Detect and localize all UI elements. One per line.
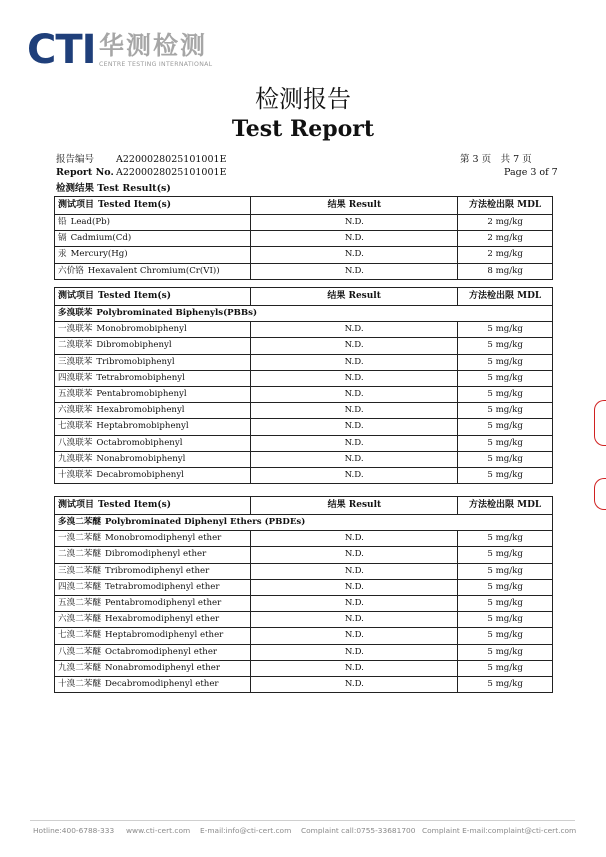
mdl-cell: 5 mg/kg [458, 403, 553, 419]
item-name-en: Hexabromobiphenyl [96, 405, 185, 416]
result-cell: N.D. [251, 579, 458, 595]
tested-item-cell [55, 644, 251, 660]
result-cell: N.D. [251, 215, 458, 231]
item-name-cn: 十溴联苯 [58, 469, 93, 480]
pbb-table [54, 287, 553, 484]
item-name-cn: 四溴联苯 [58, 372, 93, 383]
item-name-en: Tribromodiphenyl ether [104, 565, 210, 576]
tested-item-cell [55, 595, 251, 611]
result-cell: N.D. [250, 322, 457, 338]
page-number-en: Page 3 of 7 [504, 167, 558, 178]
table-row [55, 322, 553, 338]
result-cell: N.D. [250, 435, 457, 451]
item-name-cn: 九溴联苯 [58, 453, 93, 464]
table-row [55, 215, 553, 231]
table-row [55, 547, 553, 563]
page-number-cn: 第 3 页 共 7 页 [460, 154, 532, 165]
tested-item-cell [55, 247, 251, 263]
item-name-en: Octabromobiphenyl [96, 437, 183, 448]
tested-item-cell [55, 435, 251, 451]
tested-item-cell [55, 676, 251, 692]
result-cell: N.D. [251, 231, 458, 247]
item-name-en: Dibromobiphenyl [96, 340, 172, 351]
table-row [55, 338, 553, 354]
item-name-cn: 六价铬 [58, 265, 84, 276]
result-cell: N.D. [251, 547, 458, 563]
item-name-en: Cadmium(Cd) [70, 233, 132, 244]
table-row [55, 660, 553, 676]
report-title-chinese: 检测报告 [255, 85, 351, 113]
mdl-cell: 5 mg/kg [458, 676, 553, 692]
tested-item-cell [55, 628, 251, 644]
result-cell: N.D. [251, 531, 458, 547]
item-name-cn: 九溴二苯醚 [58, 662, 101, 673]
tested-item-cell [55, 419, 251, 435]
result-cell: N.D. [251, 660, 458, 676]
footer-complaint-email: Complaint E-mail:complaint@cti-cert.com [422, 826, 577, 835]
group-row-pbdes [55, 515, 553, 531]
mdl-cell: 5 mg/kg [458, 322, 553, 338]
result-cell: N.D. [250, 403, 457, 419]
tested-item-cell [55, 322, 251, 338]
item-name-en: Dibromodiphenyl ether [104, 549, 207, 560]
table-row [55, 595, 553, 611]
results-section-label: 检测结果 Test Result(s) [56, 183, 171, 194]
mdl-cell: 5 mg/kg [458, 451, 553, 467]
mdl-cell: 5 mg/kg [458, 531, 553, 547]
report-no-label-en: Report No. [56, 167, 114, 178]
tested-item-cell [55, 215, 251, 231]
footer-divider [30, 820, 575, 821]
result-cell: N.D. [250, 370, 457, 386]
mdl-cell: 5 mg/kg [458, 386, 553, 402]
tested-item-cell [55, 467, 251, 483]
result-cell: N.D. [251, 676, 458, 692]
report-no-label-cn: 报告编号 [56, 154, 95, 165]
result-cell: N.D. [251, 595, 458, 611]
item-name-cn: 六溴联苯 [58, 405, 93, 416]
mdl-cell: 5 mg/kg [458, 579, 553, 595]
logo-chinese-name: 华测检测 [99, 31, 208, 60]
table-row [55, 403, 553, 419]
tested-item-cell [55, 231, 251, 247]
mdl-cell: 5 mg/kg [458, 370, 553, 386]
item-name-en: Pentabromodiphenyl ether [104, 598, 222, 609]
group-title: 多溴联苯 Polybrominated Biphenyls(PBBs) [55, 306, 553, 322]
item-name-cn: 一溴联苯 [58, 324, 93, 335]
item-name-en: Monobromodiphenyl ether [104, 533, 222, 544]
table-row [55, 467, 553, 483]
table-row [55, 263, 553, 279]
item-name-cn: 六溴二苯醚 [58, 614, 101, 625]
item-name-en: Decabromodiphenyl ether [104, 678, 219, 689]
result-cell: N.D. [251, 644, 458, 660]
item-name-en: Monobromobiphenyl [96, 324, 187, 335]
result-cell: N.D. [251, 247, 458, 263]
result-cell: N.D. [251, 263, 458, 279]
logo-mark: CTI [27, 27, 96, 73]
mdl-cell: 2 mg/kg [458, 231, 553, 247]
table-row [55, 612, 553, 628]
item-name-en: Heptabromodiphenyl ether [104, 630, 224, 641]
header-tested-item: 测试项目 Tested Item(s) [55, 197, 251, 215]
header-mdl: 方法检出限 MDL [458, 497, 553, 515]
table-row [55, 370, 553, 386]
table-row [55, 676, 553, 692]
header-tested-item: 测试项目 Tested Item(s) [55, 497, 251, 515]
table-row [55, 435, 553, 451]
item-name-en: Heptabromobiphenyl [96, 421, 189, 432]
header-mdl: 方法检出限 MDL [458, 288, 553, 306]
mdl-cell: 5 mg/kg [458, 338, 553, 354]
item-name-en: Octabromodiphenyl ether [104, 646, 218, 657]
item-name-en: Decabromobiphenyl [96, 469, 184, 480]
header-result: 结果 Result [250, 288, 457, 306]
tested-item-cell [55, 354, 251, 370]
table-row [55, 563, 553, 579]
result-cell: N.D. [250, 419, 457, 435]
item-name-cn: 镉 [58, 233, 67, 244]
mdl-cell: 5 mg/kg [458, 467, 553, 483]
mdl-cell: 5 mg/kg [458, 644, 553, 660]
mdl-cell: 2 mg/kg [458, 215, 553, 231]
table-header-row [55, 497, 553, 515]
mdl-cell: 5 mg/kg [458, 612, 553, 628]
tested-item-cell [55, 451, 251, 467]
footer-hotline: Hotline:400-6788-333 [33, 826, 115, 835]
mdl-cell: 5 mg/kg [458, 419, 553, 435]
result-cell: N.D. [251, 628, 458, 644]
mdl-cell: 5 mg/kg [458, 628, 553, 644]
table-row [55, 579, 553, 595]
item-name-cn: 五溴二苯醚 [58, 598, 101, 609]
footer-email: E-mail:info@cti-cert.com [200, 826, 292, 835]
mdl-cell: 2 mg/kg [458, 247, 553, 263]
result-cell: N.D. [251, 563, 458, 579]
report-title-english: Test Report [231, 116, 375, 142]
item-name-en: Tetrabromodiphenyl ether [104, 581, 220, 592]
seal-stamp-top [594, 400, 606, 446]
item-name-cn: 四溴二苯醚 [58, 581, 101, 592]
item-name-cn: 二溴二苯醚 [58, 549, 101, 560]
report-no-value-en: A2200028025101001E [116, 167, 227, 178]
tested-item-cell [55, 403, 251, 419]
mdl-cell: 5 mg/kg [458, 547, 553, 563]
group-title: 多溴二苯醚 Polybrominated Diphenyl Ethers (PBDEs) [55, 515, 553, 531]
table-row [55, 386, 553, 402]
result-cell: N.D. [251, 612, 458, 628]
header-result: 结果 Result [251, 497, 458, 515]
item-name-cn: 汞 [58, 249, 67, 260]
item-name-cn: 三溴联苯 [58, 356, 93, 367]
mdl-cell: 5 mg/kg [458, 435, 553, 451]
logo-english-name: CENTRE TESTING INTERNATIONAL [99, 61, 213, 68]
group-row-pbbs [55, 306, 553, 322]
table-header-row [55, 288, 553, 306]
result-cell: N.D. [250, 354, 457, 370]
item-name-cn: 十溴二苯醚 [58, 678, 101, 689]
result-cell: N.D. [250, 467, 457, 483]
item-name-cn: 铅 [58, 217, 67, 228]
seal-stamp-bottom [594, 478, 606, 510]
result-cell: N.D. [250, 451, 457, 467]
tested-item-cell [55, 370, 251, 386]
tested-item-cell [55, 547, 251, 563]
footer-website: www.cti-cert.com [126, 826, 191, 835]
table-header-row [55, 197, 553, 215]
item-name-en: Nonabromodiphenyl ether [104, 662, 220, 673]
header-tested-item: 测试项目 Tested Item(s) [55, 288, 251, 306]
item-name-cn: 一溴二苯醚 [58, 533, 101, 544]
header-mdl: 方法检出限 MDL [458, 197, 553, 215]
item-name-cn: 七溴二苯醚 [58, 630, 101, 641]
item-name-cn: 七溴联苯 [58, 421, 93, 432]
table-row [55, 451, 553, 467]
item-name-en: Hexavalent Chromium(Cr(VI)) [87, 265, 220, 276]
item-name-cn: 三溴二苯醚 [58, 565, 101, 576]
table-row [55, 354, 553, 370]
item-name-en: Tribromobiphenyl [96, 356, 175, 367]
mdl-cell: 5 mg/kg [458, 354, 553, 370]
footer-complaint-call: Complaint call:0755-33681700 [301, 826, 416, 835]
table-row [55, 231, 553, 247]
table-row [55, 628, 553, 644]
item-name-en: Mercury(Hg) [70, 249, 128, 260]
table-row [55, 419, 553, 435]
mdl-cell: 5 mg/kg [458, 660, 553, 676]
tested-item-cell [55, 338, 251, 354]
header-result: 结果 Result [251, 197, 458, 215]
tested-item-cell [55, 612, 251, 628]
item-name-en: Hexabromodiphenyl ether [104, 614, 220, 625]
metals-table [54, 196, 553, 280]
tested-item-cell [55, 386, 251, 402]
tested-item-cell [55, 263, 251, 279]
mdl-cell: 5 mg/kg [458, 563, 553, 579]
result-cell: N.D. [250, 386, 457, 402]
item-name-en: Nonabromobiphenyl [96, 453, 186, 464]
tested-item-cell [55, 579, 251, 595]
item-name-cn: 八溴二苯醚 [58, 646, 101, 657]
table-row [55, 247, 553, 263]
tested-item-cell [55, 660, 251, 676]
pbde-table [54, 496, 553, 693]
tested-item-cell [55, 531, 251, 547]
item-name-en: Pentabromobiphenyl [96, 389, 187, 400]
company-logo [27, 28, 227, 72]
result-cell: N.D. [250, 338, 457, 354]
item-name-cn: 二溴联苯 [58, 340, 93, 351]
item-name-cn: 八溴联苯 [58, 437, 93, 448]
item-name-en: Tetrabromobiphenyl [96, 372, 185, 383]
mdl-cell: 5 mg/kg [458, 595, 553, 611]
tested-item-cell [55, 563, 251, 579]
table-row [55, 531, 553, 547]
report-no-value-cn: A2200028025101001E [116, 154, 227, 165]
table-row [55, 644, 553, 660]
item-name-cn: 五溴联苯 [58, 389, 93, 400]
item-name-en: Lead(Pb) [70, 217, 111, 228]
mdl-cell: 8 mg/kg [458, 263, 553, 279]
